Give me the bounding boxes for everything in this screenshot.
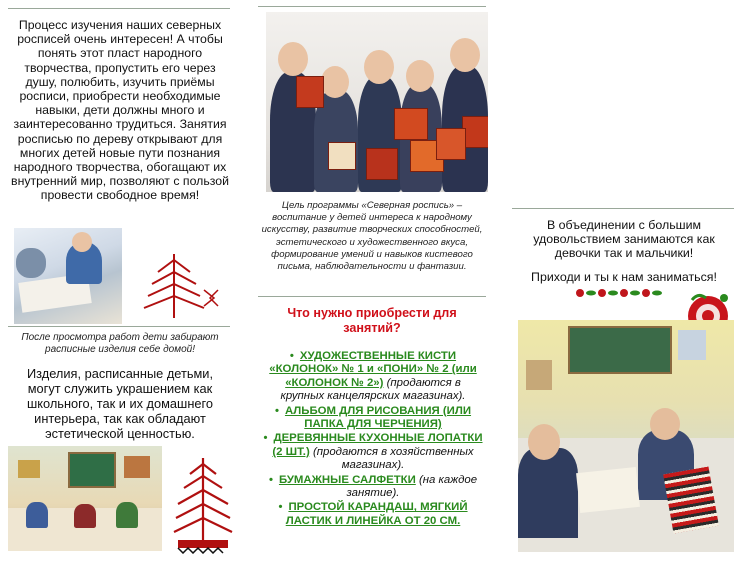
item-main: ХУДОЖЕСТВЕННЫЕ КИСТИ «КОЛОНОК» № 1 и «ПОНИ» № 2 (или «КОЛОНОК № 2») bbox=[269, 350, 477, 389]
mid-divider bbox=[258, 296, 486, 297]
top-divider bbox=[8, 8, 230, 9]
list-item: • ПРОСТОЙ КАРАНДАШ, МЯГКИЙ ЛАСТИК И ЛИНЕЙКА ОТ 20 СМ. bbox=[278, 501, 468, 527]
top-divider bbox=[258, 6, 486, 7]
classroom-lesson-photo bbox=[518, 320, 734, 552]
top-divider bbox=[512, 208, 734, 209]
items-paragraph: Изделия, расписанные детьми, могут служить украшением как школьного, так и их домашнего интерьера, так как обладают эстетической ценностью. bbox=[26, 366, 214, 441]
item-note: (продаются в крупных канцелярских магазинах). bbox=[280, 376, 466, 403]
supplies-list bbox=[262, 350, 484, 529]
list-item: • ХУДОЖЕСТВЕННЫЕ КИСТИ «КОЛОНОК» № 1 и «ПОНИ» № 2 (или «КОЛОНОК № 2») (продаются в крупных канцелярских магазинах). bbox=[269, 350, 477, 403]
center-panel bbox=[248, 0, 496, 569]
item-main: ПРОСТОЙ КАРАНДАШ, МЯГКИЙ ЛАСТИК И ЛИНЕЙКА ОТ 20 СМ. bbox=[285, 501, 468, 527]
item-main: БУМАЖНЫЕ САЛФЕТКИ bbox=[278, 473, 416, 486]
left-panel bbox=[0, 0, 242, 569]
children-painting-photo bbox=[14, 228, 122, 324]
list-item: • АЛЬБОМ ДЛЯ РИСОВАНИЯ (ИЛИ ПАПКА ДЛЯ ЧЕРЧЕНИЯ) bbox=[274, 404, 472, 431]
floral-border-icon bbox=[572, 286, 668, 300]
right-panel bbox=[500, 0, 742, 569]
item-main: ДЕРЕВЯННЫЕ КУХОННЫЕ ЛОПАТКИ (2 ШТ.) bbox=[272, 432, 483, 458]
tree-ornament-icon bbox=[170, 454, 236, 554]
supplies-heading: Что нужно приобрести для занятий? bbox=[287, 306, 457, 335]
invite-call: Приходи и ты к нам заниматься! bbox=[531, 270, 717, 284]
item-note: (продаются в хозяйственных магазинах). bbox=[312, 445, 474, 472]
intro-paragraph: Процесс изучения наших северных росписей очень интересен! А чтобы понять этот пласт народного творчества, пропустить его через душу, полюбить, изучить приёмы росписи, приобрести необходимые навыки, дети должны много и заинтересованно трудиться. Занятия росписью по дереву открывают для многих детей новые пути познания народного творчества, обогащают их внутренний мир, позволяют с пользой провести свободное время! bbox=[11, 18, 229, 203]
caption-italic: После просмотра работ дети забирают расписные изделия себе домой! bbox=[21, 332, 219, 356]
group-photo-boys bbox=[266, 12, 488, 192]
list-item: • ДЕРЕВЯННЫЕ КУХОННЫЕ ЛОПАТКИ (2 ШТ.) (продаются в хозяйственных магазинах). bbox=[263, 432, 483, 472]
tree-ornament-icon bbox=[134, 250, 224, 322]
list-item: • БУМАЖНЫЕ САЛФЕТКИ (на каждое занятие). bbox=[268, 473, 478, 500]
program-goal: Цель программы «Северная роспись» – воспитание у детей интереса к народному искусству, развитие творческих способностей, эстетического и художественного вкуса, формирование умений и навыков кистевого письма, наблюдательности и фантазии. bbox=[261, 200, 483, 273]
item-main: АЛЬБОМ ДЛЯ РИСОВАНИЯ (ИЛИ ПАПКА ДЛЯ ЧЕРЧЕНИЯ) bbox=[284, 404, 472, 431]
mid-divider bbox=[8, 326, 230, 327]
item-note: (на каждое занятие). bbox=[346, 473, 478, 500]
classroom-photo bbox=[8, 446, 162, 551]
invite-text: В объединении с большим удовольствием занимаются как девочки так и мальчики! bbox=[533, 218, 715, 261]
